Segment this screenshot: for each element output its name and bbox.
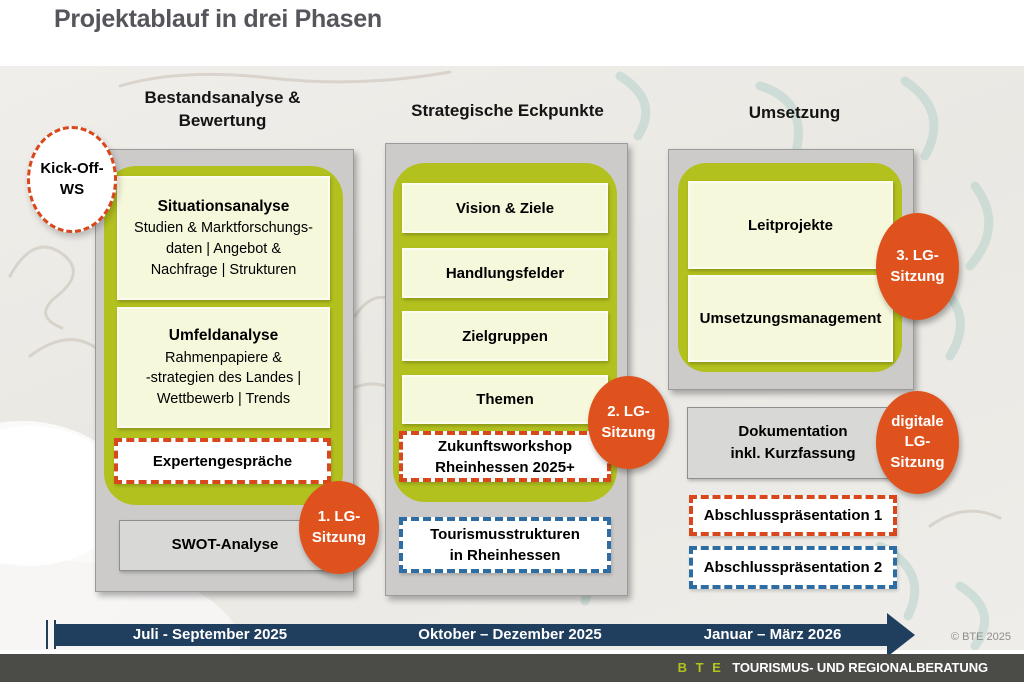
- umfeldanalyse-line1: Rahmenpapiere &: [165, 349, 282, 366]
- dokumentation-line2: inkl. Kurzfassung: [730, 445, 856, 462]
- handlungsfelder-box: [402, 248, 608, 298]
- lg1-line2: Sitzung: [311, 528, 367, 546]
- phase3-header: Umsetzung: [748, 103, 841, 122]
- footer-bar: [0, 654, 1024, 682]
- abschlusspraesentation2-label: Abschlusspräsentation 2: [703, 559, 883, 576]
- digitale-lg-sitzung-circle: [876, 391, 959, 494]
- dokumentation-box: [687, 407, 899, 479]
- vision-ziele-label: Vision & Ziele: [455, 199, 555, 217]
- zukunftsworkshop-line2: Rheinhessen 2025+: [435, 458, 575, 476]
- zielgruppen-label: Zielgruppen: [462, 327, 548, 345]
- timeline-segment-2: Oktober – Dezember 2025: [418, 626, 602, 643]
- tourismusstrukturen-line1: Tourismusstrukturen: [430, 526, 580, 543]
- umfeldanalyse-box: [117, 307, 330, 428]
- digitale-lg-line3: Sitzung: [890, 453, 945, 471]
- dokumentation-line1: Dokumentation: [738, 422, 848, 440]
- umfeldanalyse-title: Umfeldanalyse: [168, 327, 279, 345]
- lg2-line2: Sitzung: [601, 423, 656, 441]
- zukunftsworkshop-box: [399, 431, 611, 482]
- phase1-header: Bestandsanalyse & Bewertung: [144, 88, 301, 131]
- timeline-segment-3: Januar – März 2026: [703, 626, 842, 643]
- timeline-arrowhead-icon: [887, 613, 915, 657]
- abschlusspraesentation1-label: Abschlusspräsentation 1: [703, 507, 883, 524]
- abschlusspraesentation2-box: [689, 546, 897, 589]
- lg3-line1: 3. LG-: [896, 247, 939, 265]
- swot-analyse-label: SWOT-Analyse: [171, 536, 279, 554]
- bte-logo: B T E: [677, 660, 724, 675]
- tourismusstrukturen-box: [399, 517, 611, 573]
- lg3-line2: Sitzung: [890, 267, 945, 285]
- umfeldanalyse-line2: -strategien des Landes |: [145, 370, 302, 387]
- lg2-line1: 2. LG-: [607, 403, 650, 421]
- timeline-segment-1: Juli - September 2025: [132, 626, 288, 643]
- phase2-header: Strategische Eckpunkte: [411, 101, 604, 120]
- footer-text: TOURISMUS- UND REGIONALBERATUNG: [732, 660, 988, 675]
- lg1-sitzung-circle: [299, 481, 379, 574]
- kickoff-ws-circle: [27, 126, 117, 233]
- umsetzungsmanagement-label: Umsetzungsmanagement: [699, 310, 882, 327]
- digitale-lg-line2: LG-: [904, 433, 931, 451]
- tourismusstrukturen-line2: in Rheinhessen: [449, 547, 561, 564]
- leitprojekte-box: [688, 181, 893, 269]
- lg1-line1: 1. LG-: [317, 508, 361, 526]
- situationsanalyse-line3: Nachfrage | Strukturen: [150, 261, 297, 278]
- situationsanalyse-box: [117, 176, 330, 300]
- lg3-sitzung-circle: [876, 213, 959, 320]
- situationsanalyse-title: Situationsanalyse: [157, 197, 290, 215]
- zielgruppen-box: [402, 311, 608, 361]
- kickoff-line1: Kick-Off-: [40, 160, 104, 178]
- situationsanalyse-line2: daten | Angebot &: [165, 240, 282, 257]
- themen-box: [402, 375, 608, 424]
- lg2-sitzung-circle: [588, 376, 669, 469]
- digitale-lg-line1: digitale: [891, 413, 944, 431]
- situationsanalyse-line1: Studien & Marktforschungs-: [134, 220, 313, 237]
- vision-ziele-box: [402, 183, 608, 233]
- page-title: Projektablauf in drei Phasen: [54, 5, 382, 33]
- leitprojekte-label: Leitprojekte: [747, 216, 834, 234]
- expertengespraeche-label: Expertengespräche: [152, 452, 293, 470]
- themen-label: Themen: [476, 391, 534, 408]
- umfeldanalyse-line3: Wettbewerb | Trends: [156, 391, 291, 408]
- umsetzungsmanagement-box: [688, 275, 893, 362]
- zukunftsworkshop-line1: Zukunftsworkshop: [437, 437, 573, 455]
- abschlusspraesentation1-box: [689, 495, 897, 536]
- copyright-note: © BTE 2025: [950, 631, 1011, 643]
- handlungsfelder-label: Handlungsfelder: [445, 264, 565, 282]
- expertengespraeche-box: [114, 438, 331, 484]
- kickoff-line2: WS: [59, 180, 85, 198]
